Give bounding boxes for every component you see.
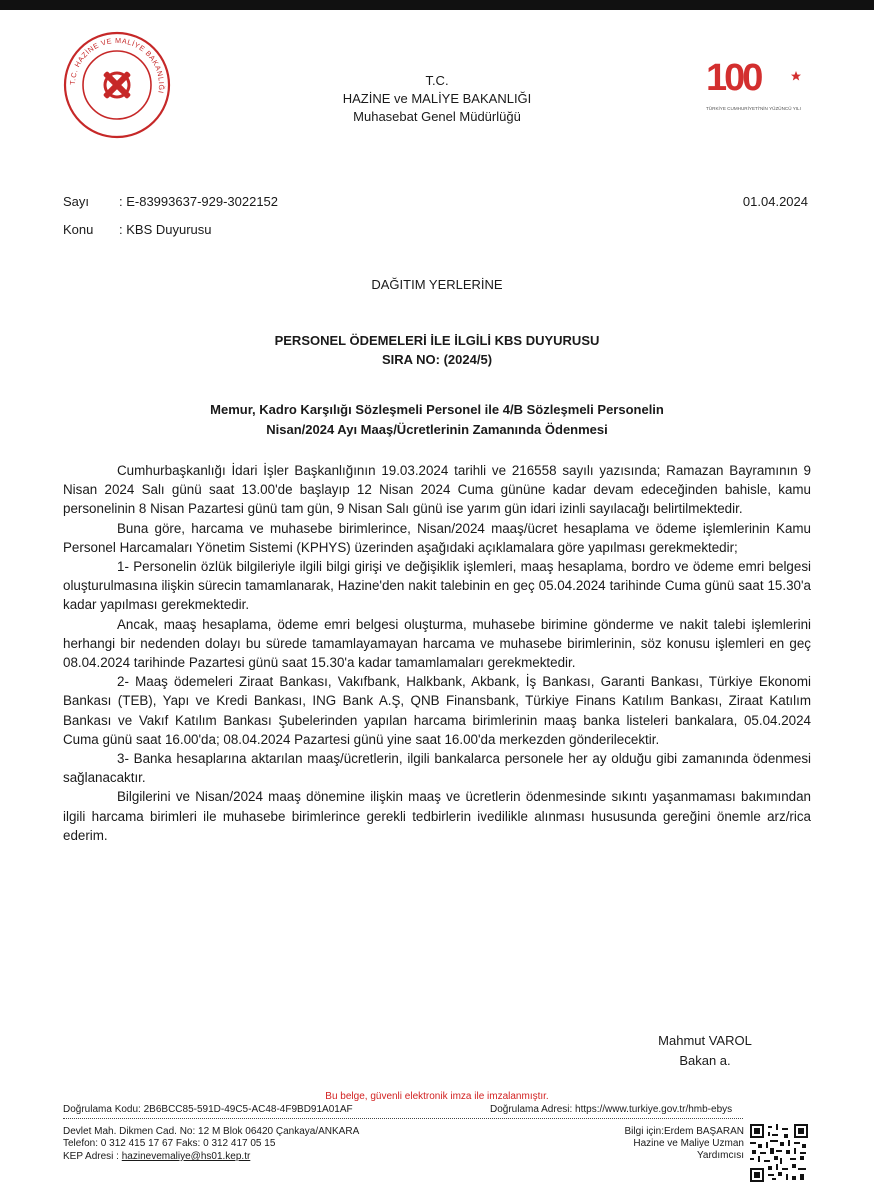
paragraph: Buna göre, harcama ve muhasebe birimlerince, Nisan/2024 maaş/ücret hesaplama ve ödeme işlemlerinin Kamu Personel Harcamaları Yönetim Sistemi (KPHYS) üzerinden aşağıdaki açıklamalara göre yapılması gerekmektedir; [63, 520, 811, 555]
sayi-value: : E-83993637-929-3022152 [119, 194, 279, 209]
subject-line-1: Memur, Kadro Karşılığı Sözleşmeli Personel ile 4/B Sözleşmeli Personelin [210, 402, 664, 417]
document-body [63, 461, 811, 845]
footer-kep [63, 1151, 250, 1163]
footer-phone: Telefon: 0 312 415 17 67 Faks: 0 312 417 05 15 [63, 1138, 276, 1149]
signatory-title: Bakan a. [679, 1053, 731, 1068]
paragraph: 1- Personelin özlük bilgileriyle ilgili bilgi girişi ve değişiklik işlemleri, maaş hesaplama, bordro ve ödeme emri belgesi oluşturulmasına ilişkin sürecin tamamlanarak, Hazine'den nakit talebinin en geç 05.04.2024 tarihinde Cuma günü saat 15.30'a kadar yapılması gerekmektedir. [63, 559, 811, 613]
footer-divider [63, 1118, 743, 1119]
verification-code [63, 1104, 353, 1116]
paragraph: Ancak, maaş hesaplama, ödeme emri belgesi oluşturma, muhasebe birimine gönderme ve nakit talebi işlemlerini herhangi bir nedenden dolayı bu sürede tamamlayamayan harcama ve muhasebe birimlerinin, söz konusu işlemleri en geç 08.04.2024 tarihinde Pazartesi günü saat 15.30'a kadar tamamlamaları gerekmektedir. [63, 616, 811, 671]
verification-address-label: Doğrulama Adresi: [490, 1104, 573, 1115]
footer-address: Devlet Mah. Dikmen Cad. No: 12 M Blok 06420 Çankaya/ANKARA [63, 1126, 360, 1137]
signatory-name: Mahmut VAROL [658, 1033, 752, 1048]
konu-label: Konu [63, 222, 94, 237]
contact-info-line: Yardımcısı [696, 1150, 744, 1161]
subject-line-2: Nisan/2024 Ayı Maaş/Ücretlerinin Zamanında Ödenmesi [266, 422, 608, 437]
paragraph: 3- Banka hesaplarına aktarılan maaş/ücretlerin, ilgili bankalarca personele her ay olduğu gibi zamanında ödenmesi sağlanacaktır. [63, 751, 811, 786]
verification-code-label: Doğrulama Kodu: [63, 1104, 141, 1115]
paragraph: Bilgilerini ve Nisan/2024 maaş dönemine ilişkin maaş ve ücretlerin ödenmesinde sıkıntı yaşanmaması bakımından ilgili harcama birimleri ile muhasebe birimlerince gerekli tedbirlerin ivedilikle alınması hususunda gereğini önemle arz/rica ederim. [63, 789, 811, 843]
header-directorate: Muhasebat Genel Müdürlüğü [353, 109, 521, 124]
qr-code-icon [750, 1124, 808, 1182]
contact-info-line: Hazine ve Maliye Uzman [633, 1138, 744, 1149]
verification-address [490, 1104, 732, 1116]
paragraph: 2- Maaş ödemeleri Ziraat Bankası, Vakıfbank, Halkbank, Akbank, İş Bankası, Garanti Bankası, Türkiye Ekonomi Bankası (TEB), Yapı ve Kredi Bankası, ING Bank A.Ş, QNB Finansbank, Türkiye Finans Katılım Bankası, Ziraat Katılım Bankası ve Vakıf Katılım Bankası Şubelerinden yapılan harcama birimlerinin maaş banka listeleri bankalara, 05.04.2024 Cuma günü saat 16.00'da; 08.04.2024 Pazartesi günü yine saat 16.00'da merkezden gönderilecektir. [63, 674, 811, 747]
verification-code-value[interactable]: 2B6BCC85-591D-49C5-AC48-4F9BD91A01AF [143, 1104, 353, 1115]
title-line-2: SIRA NO: (2024/5) [381, 352, 493, 367]
kep-address-link[interactable]: hazinevemaliye@hs01.kep.tr [121, 1151, 251, 1162]
top-dark-bar [0, 0, 874, 10]
e-signature-note: Bu belge, güvenli elektronik imza ile imzalanmıştır. [325, 1091, 549, 1102]
header-ministry: HAZİNE ve MALİYE BAKANLIĞI [342, 91, 532, 106]
signature-block [640, 1031, 770, 1071]
kep-label: KEP Adresi : [63, 1151, 119, 1162]
document-date: 01.04.2024 [742, 194, 808, 209]
konu-value: : KBS Duyurusu [119, 222, 212, 237]
contact-info [625, 1126, 744, 1162]
verification-address-link[interactable]: https://www.turkiye.gov.tr/hmb-ebys [575, 1104, 733, 1115]
header-tc: T.C. [425, 73, 449, 88]
svg-text:100: 100 [706, 57, 761, 99]
recipients: DAĞITIM YERLERİNE [371, 277, 503, 292]
svg-text:T.C. HAZİNE VE MALİYE BAKANLIĞ: T.C. HAZİNE VE MALİYE BAKANLIĞI [67, 35, 167, 95]
title-line-1: PERSONEL ÖDEMELERİ İLE İLGİLİ KBS DUYURUSU [274, 333, 600, 348]
sayi-label: Sayı [63, 194, 90, 209]
contact-info-line: Bilgi için:Erdem BAŞARAN [624, 1126, 744, 1137]
paragraph: Cumhurbaşkanlığı İdari İşler Başkanlığının 19.03.2024 tarihli ve 216558 sayılı yazısında; Ramazan Bayramının 9 Nisan 2024 Salı günü saat 13.00'de başlayıp 12 Nisan 2024 Cuma gününe kadar devam edeceğinden bahisle, kamu personelinin 8 Nisan Pazartesi günü tam gün, 9 Nisan Salı günü ise yarım gün idari izinli sayılacağı belirtilmektedir. [63, 463, 811, 517]
svg-text:TÜRKİYE CUMHURİYETİ'NİN YÜZÜNC: TÜRKİYE CUMHURİYETİ'NİN YÜZÜNCÜ YILI [706, 106, 801, 111]
